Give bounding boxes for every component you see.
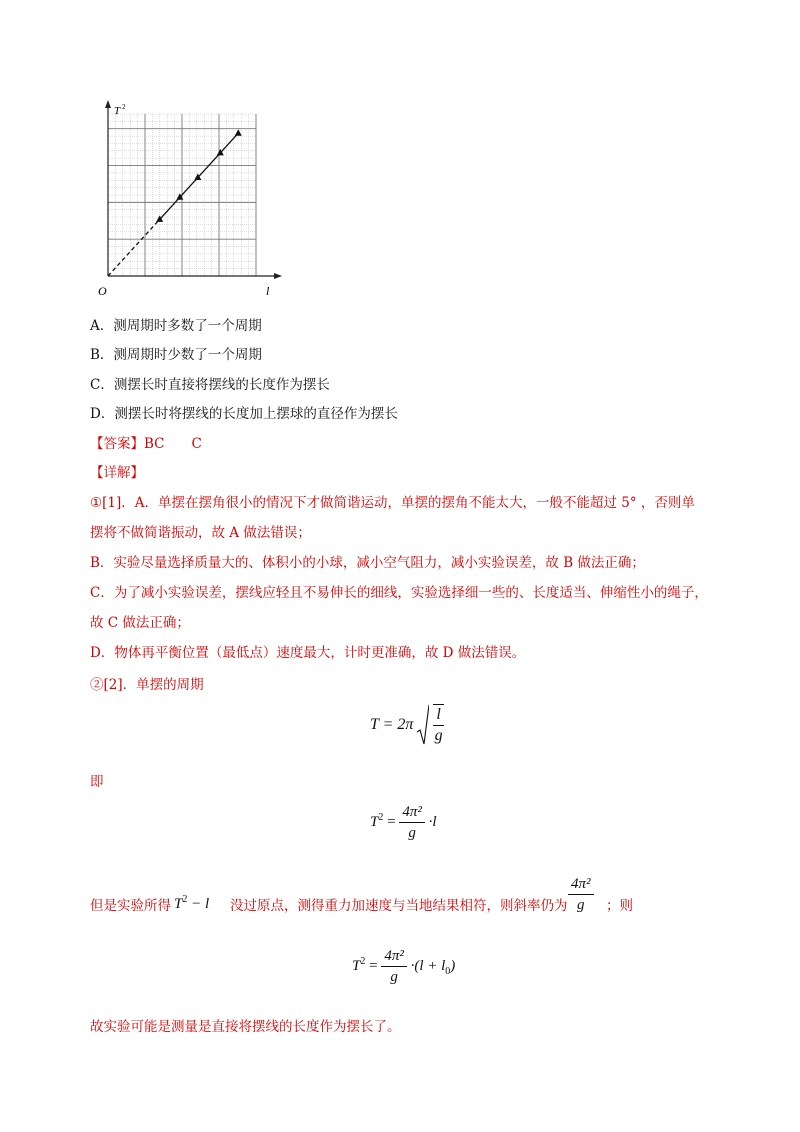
inline-num: 4π² (568, 874, 594, 895)
f2-num: 4π² (399, 802, 425, 823)
answer: 【答案】BC C (90, 436, 202, 452)
f3-tail-a: ·(l + l (410, 958, 446, 974)
option-a: A．测周期时多数了一个周期 (90, 318, 262, 334)
y-axis-arrow (105, 100, 111, 108)
f2-eq: = (383, 814, 400, 830)
f2-tail: ·l (428, 814, 437, 830)
conclusion: 故实验可能是测量是直接将摆线的长度作为摆长了。 (90, 1019, 401, 1035)
f3-den: g (390, 969, 398, 985)
detail-p3-line2: 故 C 做法正确； (90, 615, 190, 631)
f3-lhs: T (352, 958, 361, 974)
y-axis-label: T (114, 105, 121, 117)
detail-p3-line1: C．为了减小实验误差，摆线应轻且不易伸长的细线，实验选择细一些的、长度适当、伸缩性小的绳子， (90, 585, 708, 601)
inline-fraction (568, 874, 594, 915)
but-text-b: 没过原点，测得重力加速度与当地结果相符，则斜率仍为 (230, 898, 568, 914)
f3-fraction (381, 946, 407, 987)
inline-den: g (577, 897, 585, 913)
detail-p1-line2: 摆将不做简谐振动，故 A 做法错误； (90, 525, 311, 541)
formula-period-den: g (434, 727, 443, 744)
detail-p2: B．实验尽量选择质量大的、体积小的小球，减小空气阻力，减小实验误差，故 B 做法正确； (90, 555, 645, 571)
f3-eq: = (365, 958, 382, 974)
inline-tl-T: T (174, 896, 183, 912)
formula-t-squared (370, 802, 437, 843)
ji-text: 即 (90, 774, 104, 790)
detail-p4: D．物体再平衡位置（最低点）速度最大，计时更准确，故 D 做法错误。 (90, 645, 526, 661)
option-c: C．测摆长时直接将摆线的长度作为摆长 (90, 377, 330, 393)
sqrt-symbol (417, 704, 443, 746)
f2-fraction (399, 802, 425, 843)
inline-t2-l (174, 894, 209, 913)
detail-p1-line1: ①[1]．A．单摆在摆角很小的情况下才做简谐运动，单摆的摆角不能太大，一般不能超过 5° ，否则单 (90, 495, 695, 511)
option-d: D．测摆长时将摆线的长度加上摆球的直径作为摆长 (90, 406, 398, 422)
f3-num: 4π² (381, 946, 407, 967)
f2-lhs: T (370, 814, 379, 830)
data-point (235, 129, 242, 136)
option-b: B．测周期时少数了一个周期 (90, 347, 262, 363)
inline-slope-fraction (568, 874, 594, 915)
formula-period-fraction (433, 704, 443, 746)
sqrt-sign-svg (417, 704, 429, 746)
detail-header: 【详解】 (90, 465, 144, 481)
formula-period-lhs: T = 2π (370, 716, 414, 733)
x-axis-arrow (274, 273, 282, 279)
inline-tl-sup: 2 (182, 894, 188, 905)
but-text-c: ；则 (606, 898, 633, 914)
detail-p5: ②[2]．单摆的周期 (90, 677, 204, 693)
inline-tl-rest: − l (187, 896, 210, 912)
graph-svg (96, 100, 286, 300)
fit-line-dashed (108, 219, 160, 276)
y-axis-label-sup: 2 (122, 103, 126, 111)
f2-sup: 2 (378, 811, 384, 823)
origin-label: O (98, 284, 107, 298)
formula-period-num: l (433, 705, 443, 726)
f3-sup: 2 (360, 955, 366, 967)
f2-den: g (408, 825, 416, 841)
f3-tail-b: ) (450, 958, 456, 974)
but-text-a: 但是实验所得 (90, 898, 171, 914)
f3-sub: 0 (445, 965, 451, 977)
formula-offset (352, 946, 455, 987)
x-axis-label: l (266, 284, 270, 298)
formula-period (370, 704, 444, 746)
t2-vs-l-graph (96, 100, 286, 300)
